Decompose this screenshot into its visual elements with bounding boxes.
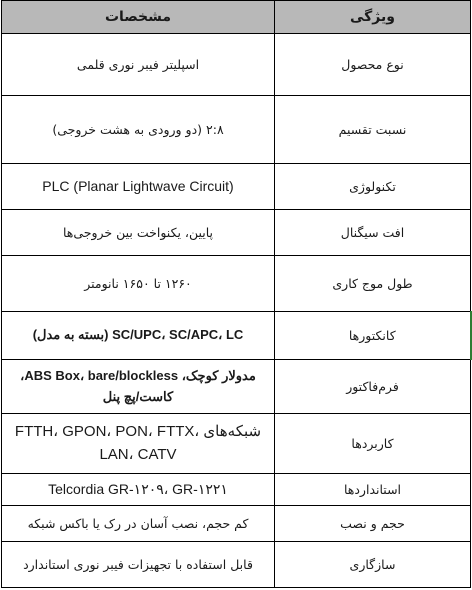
- table-row: [2, 34, 471, 96]
- row-spec: پایین، یکنواخت بین خروجی‌ها: [2, 210, 275, 256]
- table-header: [2, 1, 471, 34]
- table-row: [2, 210, 471, 256]
- row-spec: ۲:۸ (دو ورودی به هشت خروجی): [2, 96, 275, 164]
- table-row: [2, 96, 471, 164]
- row-spec: ۱۲۶۰ تا ۱۶۵۰ نانومتر: [2, 256, 275, 312]
- row-spec: شبکه‌های FTTH، GPON، PON، FTTX، LAN، CATV: [2, 414, 275, 474]
- row-feature: سازگاری: [275, 542, 471, 588]
- row-spec: قابل استفاده با تجهیزات فیبر نوری استاندارد: [2, 542, 275, 588]
- row-feature: نسبت تقسیم: [275, 96, 471, 164]
- table-row: [2, 474, 471, 506]
- row-spec: PLC (Planar Lightwave Circuit): [2, 164, 275, 210]
- row-spec: مدولار کوچک، ABS Box، bare/blockless، کاست/پچ پنل: [2, 360, 275, 414]
- row-spec: Telcordia GR-۱۲۰۹، GR-۱۲۲۱: [2, 474, 275, 506]
- table-row: [2, 164, 471, 210]
- row-spec: اسپلیتر فیبر نوری قلمی: [2, 34, 275, 96]
- row-spec: SC/UPC، SC/APC، LC (بسته به مدل): [2, 312, 275, 360]
- header-spec: مشخصات: [2, 1, 275, 34]
- table-row: [2, 414, 471, 474]
- table-row: [2, 542, 471, 588]
- table-row: [2, 256, 471, 312]
- row-feature: طول موج کاری: [275, 256, 471, 312]
- row-feature: کاربردها: [275, 414, 471, 474]
- header-feature: ویژگی: [275, 1, 471, 34]
- row-feature: تکنولوژی: [275, 164, 471, 210]
- row-feature: نوع محصول: [275, 34, 471, 96]
- row-feature: استانداردها: [275, 474, 471, 506]
- header-row: [2, 1, 471, 34]
- table-row: [2, 506, 471, 542]
- row-feature: فرم‌فاکتور: [275, 360, 471, 414]
- row-feature: افت سیگنال: [275, 210, 471, 256]
- table-body: [2, 34, 471, 588]
- spec-sheet: [1, 0, 470, 588]
- row-spec: کم حجم، نصب آسان در رک یا باکس شبکه: [2, 506, 275, 542]
- row-feature: کانکتورها: [275, 312, 471, 360]
- table-row: [2, 360, 471, 414]
- spec-table: [1, 0, 472, 588]
- table-row: [2, 312, 471, 360]
- row-feature: حجم و نصب: [275, 506, 471, 542]
